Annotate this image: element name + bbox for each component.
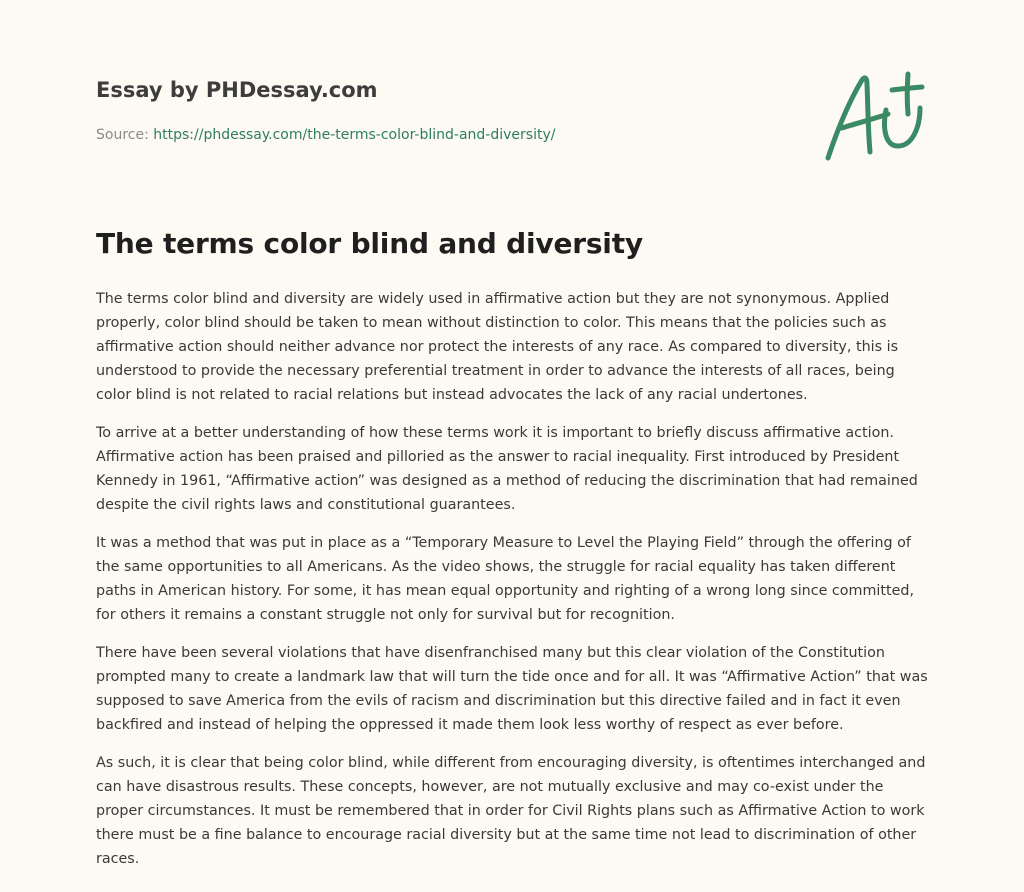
essay-paragraph: The terms color blind and diversity are widely used in affirmative action but they are not synonymous. Applied properly, color blind should be taken to mean without distinction to color. This means that the policies such as affirmative action should neither advance nor protect the interests of any race. As compared to diversity, this is understood to provide the necessary preferential treatment in order to advance the interests of all races, being color blind is not related to racial relations but instead advocates the lack of any racial undertones.	[96, 291, 899, 403]
essay-paragraph: There have been several violations that have disenfranchised many but this clear violation of the Constitution prompted many to create a landmark law that will turn the tide once and for all. It was “Affirmative Action” that was supposed to save America from the evils of racism and discrimination but this directive failed and in fact it even backfired and instead of helping the oppressed it made them look less worthy of respect as ever before.	[96, 645, 928, 733]
essay-paragraph: To arrive at a better understanding of how these terms work it is important to briefly discuss affirmative action. Affirmative action has been praised and pilloried as the answer to racial inequality. First introduced by President Kennedy in 1961, “Affirmative action” was designed as a method of reducing the discrimination that had remained despite the civil rights laws and constitutional guarantees.	[96, 425, 918, 513]
brand-title: Essay by PHDessay.com	[96, 78, 378, 102]
source-link[interactable]: https://phdessay.com/the-terms-color-blind-and-diversity/	[153, 127, 556, 143]
essay-body	[96, 287, 928, 885]
a-plus-grade-icon	[822, 68, 932, 168]
source-line	[96, 126, 796, 144]
site-header	[96, 76, 796, 144]
source-label: Source:	[96, 127, 154, 143]
essay-title: The terms color blind and diversity	[96, 227, 643, 260]
essay-paragraph: As such, it is clear that being color blind, while different from encouraging diversity, is oftentimes interchanged and can have disastrous results. These concepts, however, are not mutually exclusive and may co-exist under the proper circumstances. It must be remembered that in order for Civil Rights plans such as Affirmative Action to work there must be a fine balance to encourage racial diversity but at the same time not lead to discrimination of other races.	[96, 755, 926, 867]
essay-paragraph: It was a method that was put in place as a “Temporary Measure to Level the Playing Field” through the offering of the same opportunities to all Americans. As the video shows, the struggle for racial equality has taken different paths in American history. For some, it has mean equal opportunity and righting of a wrong long since committed, for others it remains a constant struggle not only for survival but for recognition.	[96, 535, 914, 623]
